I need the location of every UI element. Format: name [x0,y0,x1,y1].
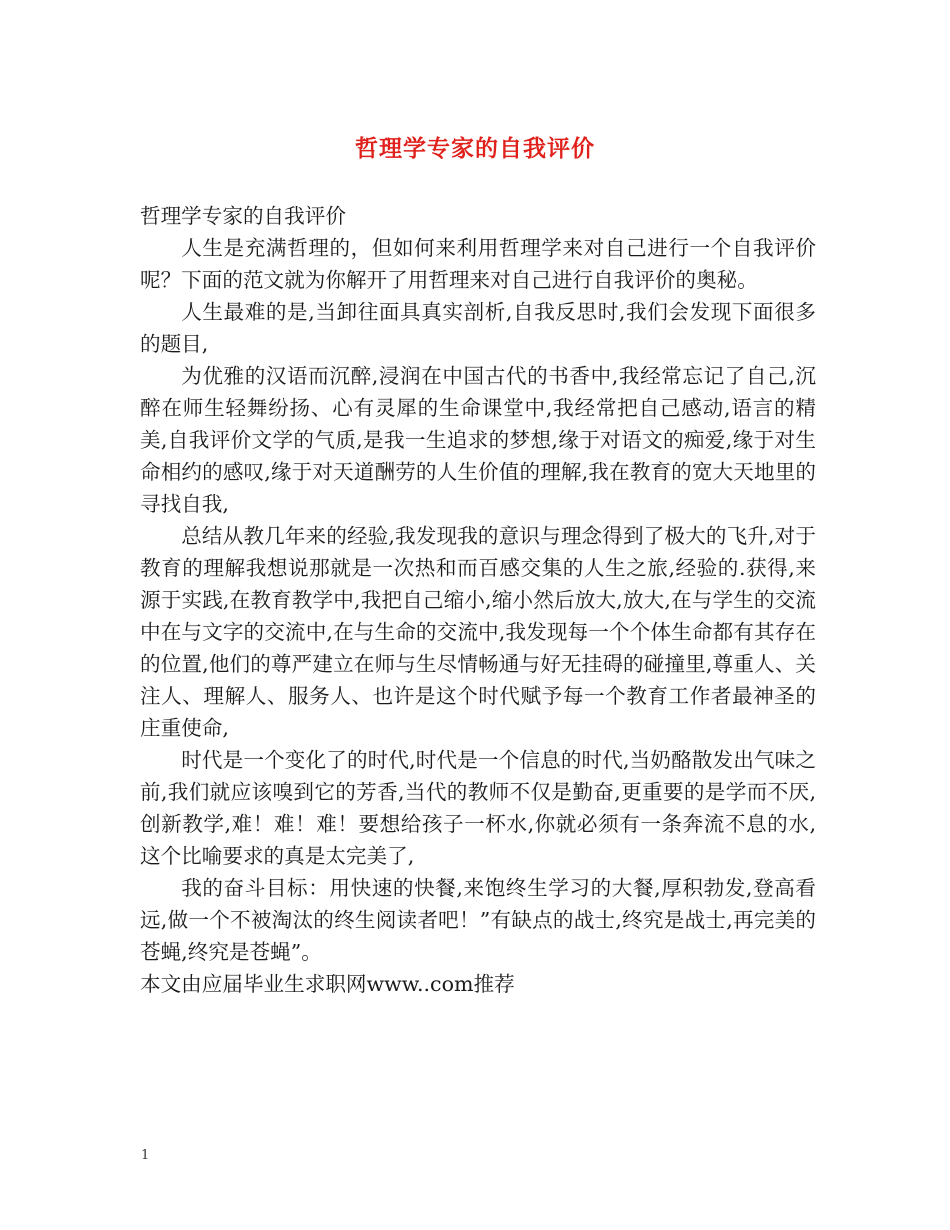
paragraph: 时代是一个变化了的时代,时代是一个信息的时代,当奶酪散发出气味之前,我们就应该嗅到它的芳香,当代的教师不仅是勤奋,更重要的是学而不厌,创新教学,难！难！难！要想给孩子一杯水,你就必须有一条奔流不息的水,这个比喻要求的真是太完美了, [140,748,816,868]
document-title: 哲理学专家的自我评价 [355,135,595,162]
paragraph: 人生是充满哲理的，但如何来利用哲理学来对自己进行一个自我评价呢？下面的范文就为你解开了用哲理来对自己进行自我评价的奥秘。 [140,236,816,292]
paragraph: 人生最难的是,当卸往面具真实剖析,自我反思时,我们会发现下面很多的题目, [140,300,816,356]
paragraph: 总结从教几年来的经验,我发现我的意识与理念得到了极大的飞升,对于教育的理解我想说那就是一次热和而百感交集的人生之旅,经验的.获得,来源于实践,在教育教学中,我把自己缩小,缩小然后放大,放大,在与学生的交流中在与文字的交流中,在与生命的交流中,我发现每一个个体生命都有其存在的位置,他们的尊严建立在师与生尽情畅通与好无挂碍的碰撞里,尊重人、关注人、理解人、服务人、也许是这个时代赋予每一个教育工作者最神圣的庄重使命, [140,524,816,740]
document-subtitle: 哲理学专家的自我评价 [140,204,346,228]
page-number: 1 [141,1148,150,1163]
footer-note: 本文由应届毕业生求职网www..com推荐 [140,972,515,996]
paragraph: 我的奋斗目标：用快速的快餐,来饱终生学习的大餐,厚积勃发,登高看远,做一个不被淘汰的终生阅读者吧！”有缺点的战士,终究是战士,再完美的苍蝇,终究是苍蝇”。 [140,876,816,964]
document-body [140,200,816,1000]
paragraph: 为优雅的汉语而沉醉,浸润在中国古代的书香中,我经常忘记了自己,沉醉在师生轻舞纷扬、心有灵犀的生命课堂中,我经常把自己感动,语言的精美,自我评价文学的气质,是我一生追求的梦想,缘于对语文的痴爱,缘于对生命相约的感叹,缘于对天道酬劳的人生价值的理解,我在教育的宽大天地里的寻找自我, [140,364,816,516]
